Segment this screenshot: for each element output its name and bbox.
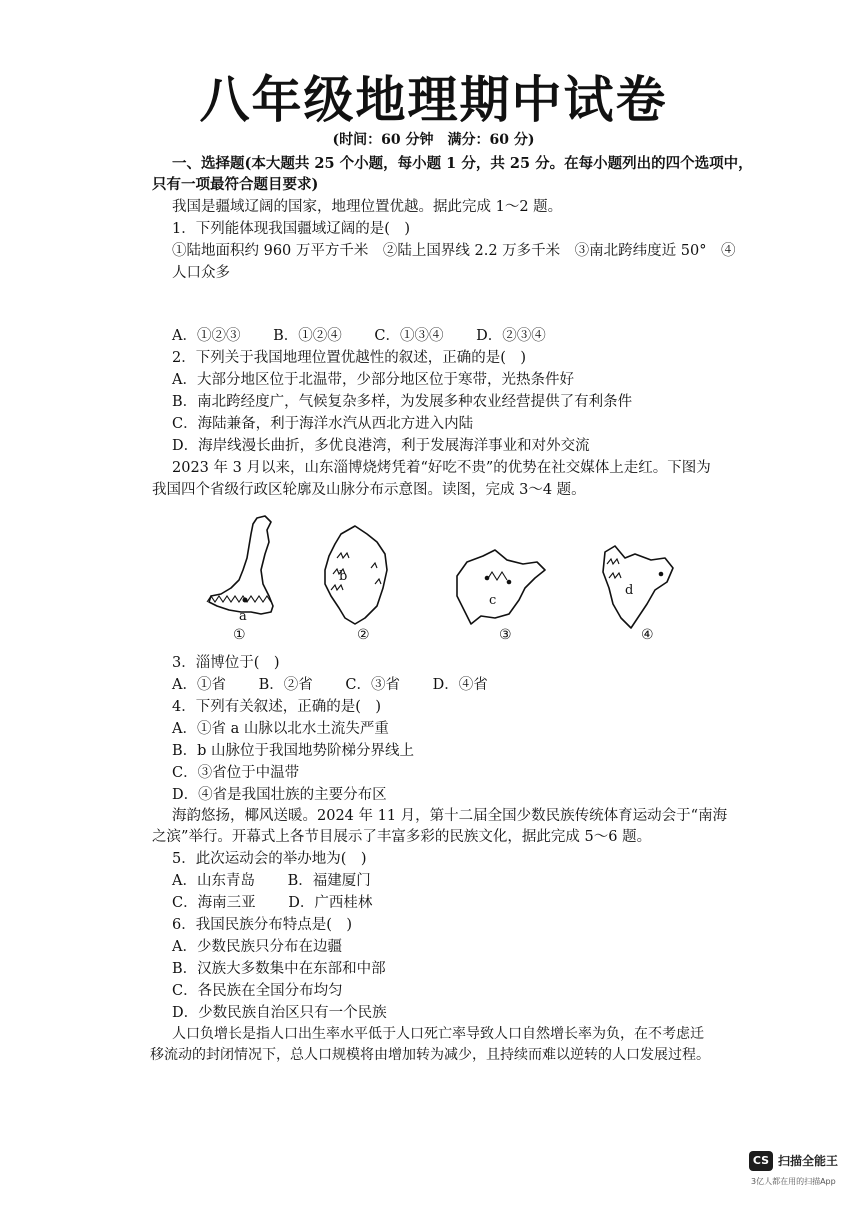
q5-stem: 5．此次运动会的举办地为( ) (172, 851, 367, 867)
q5-option-d: D．广西桂林 (288, 895, 373, 911)
province-outline-3 (457, 550, 545, 624)
q1-option-b: B．①②④ (273, 328, 342, 344)
q1-items-line1: ①陆地面积约 960 万平方千米 ②陆上国界线 2.2 万多千米 ③南北跨纬度近 50° ④ (172, 243, 736, 259)
q3-option-a: A．①省 (172, 677, 226, 693)
q4-stem: 4．下列有关叙述，正确的是( ) (172, 699, 382, 715)
mountain-range-a (207, 596, 271, 602)
q3-option-c: C．③省 (345, 677, 400, 693)
q6-option-c: C．各民族在全国分布均匀 (172, 983, 343, 999)
province-outline-4 (603, 546, 673, 628)
q3-stem: 3．淄博位于( ) (172, 655, 280, 671)
camscanner-logo-icon: CS (749, 1151, 773, 1171)
figure-label-1: ① (233, 627, 246, 643)
mark-a: a (239, 609, 247, 624)
province-outline-figure (195, 512, 675, 647)
q4-option-c: C．③省位于中温带 (172, 765, 300, 781)
q2-option-c: C．海陆兼备，利于海洋水汽从西北方进入内陆 (172, 416, 474, 432)
mark-b: b (339, 569, 348, 584)
q6-option-a: A．少数民族只分布在边疆 (172, 939, 342, 955)
intro-3-line1: 海韵悠扬，椰风送暖。2024 年 11 月，第十二届全国少数民族传统体育运动会于“南海 (172, 808, 728, 824)
province-outline-2 (325, 526, 387, 624)
q4-option-d: D．④省是我国壮族的主要分布区 (172, 787, 387, 803)
figure-label-2: ② (357, 627, 370, 643)
figure-label-3: ③ (499, 627, 512, 643)
q6-option-b: B．汉族大多数集中在东部和中部 (172, 961, 386, 977)
page-title: 八年级地理期中试卷 (199, 71, 668, 129)
city-dot (659, 572, 664, 577)
figure-label-4: ④ (641, 627, 654, 643)
q5-options-row1 (172, 871, 399, 891)
q5-option-a: A．山东青岛 (172, 873, 255, 889)
intro-2-line2: 我国四个省级行政区轮廓及山脉分布示意图。读图，完成 3～4 题。 (152, 482, 586, 498)
q6-stem: 6．我国民族分布特点是( ) (172, 917, 353, 933)
q2-option-a: A．大部分地区位于北温带，少部分地区位于寒带，光热条件好 (172, 372, 574, 388)
intro-3-line2: 之滨”举行。开幕式上各节目展示了丰富多彩的民族文化，据此完成 5～6 题。 (152, 829, 652, 845)
intro-4-line1: 人口负增长是指人口出生率水平低于人口死亡率导致人口自然增长率为负，在不考虑迁 (172, 1026, 704, 1042)
section-heading-line2: 只有一项最符合题目要求) (152, 176, 319, 193)
q1-options (172, 326, 574, 346)
mark-c: c (489, 593, 497, 608)
mountain-range-c (487, 572, 507, 580)
q1-stem: 1．下列能体现我国疆域辽阔的是( ) (172, 221, 411, 237)
q1-option-d: D．②③④ (476, 328, 546, 344)
q5-options-row2 (172, 893, 400, 913)
q1-option-c: C．①③④ (374, 328, 444, 344)
q2-option-b: B．南北跨经度广，气候复杂多样，为发展多种农业经营提供了有利条件 (172, 394, 633, 410)
city-dot (507, 580, 512, 585)
watermark-app-name: 扫描全能王 (778, 1154, 839, 1168)
q3-option-b: B．②省 (258, 677, 313, 693)
mark-d: d (625, 583, 634, 598)
q1-option-a: A．①②③ (172, 328, 241, 344)
q1-items-line2: 人口众多 (172, 265, 230, 281)
q5-option-b: B．福建厦门 (287, 873, 371, 889)
section-heading-line1: 一、选择题(本大题共 25 个小题，每小题 1 分，共 25 分。在每小题列出的四个选项中， (172, 155, 753, 172)
watermark-tagline: 3亿人都在用的扫描App (751, 1177, 836, 1186)
city-dot (243, 598, 248, 603)
intro-4-line2: 移流动的封闭情况下，总人口规模将由增加转为减少，且持续而难以逆转的人口发展过程。 (150, 1047, 710, 1063)
intro-1: 我国是疆域辽阔的国家，地理位置优越。据此完成 1～2 题。 (172, 199, 563, 215)
q2-stem: 2．下列关于我国地理位置优越性的叙述，正确的是( ) (172, 350, 527, 366)
q6-option-d: D．少数民族自治区只有一个民族 (172, 1005, 387, 1021)
q4-option-a: A．①省 a 山脉以北水土流失严重 (172, 721, 389, 737)
exam-time-score: (时间：60 分钟 满分：60 分) (332, 132, 535, 148)
q3-options (172, 675, 516, 695)
q2-option-d: D．海岸线漫长曲折，多优良港湾，利于发展海洋事业和对外交流 (172, 438, 590, 454)
intro-2-line1: 2023 年 3 月以来，山东淄博烧烤凭着“好吃不贵”的优势在社交媒体上走红。下图为 (172, 460, 711, 476)
mountain-range-d (607, 559, 621, 578)
q5-option-c: C．海南三亚 (172, 895, 256, 911)
q3-option-d: D．④省 (432, 677, 488, 693)
city-dot (485, 576, 490, 581)
q4-option-b: B．b 山脉位于我国地势阶梯分界线上 (172, 743, 415, 759)
